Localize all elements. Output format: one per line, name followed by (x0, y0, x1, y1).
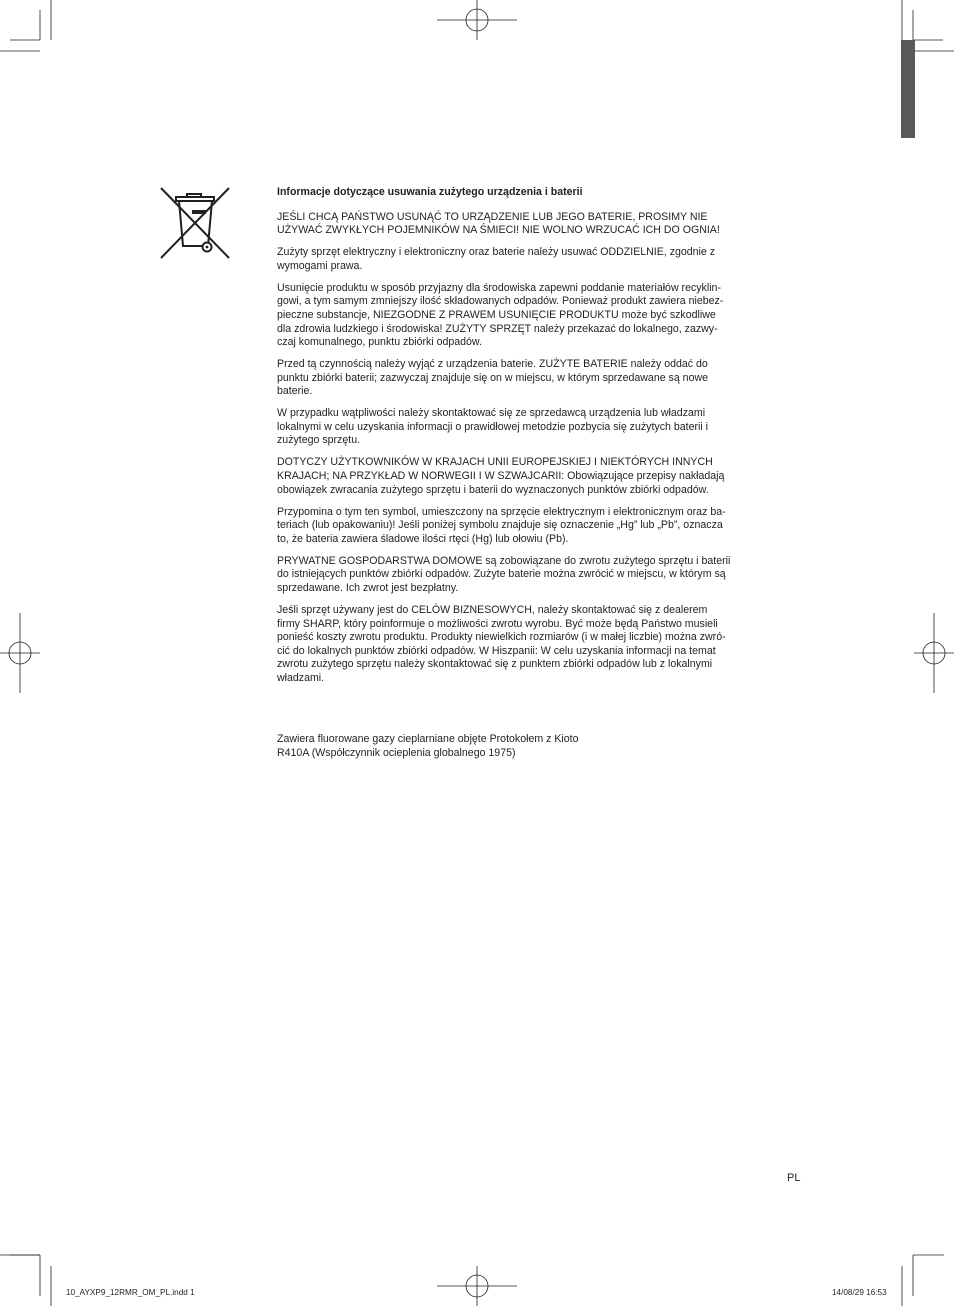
print-slug-datetime: 14/08/29 16:53 (832, 1288, 887, 1297)
disposal-paragraph: DOTYCZY UŻYTKOWNIKÓW W KRAJACH UNII EUROPEJSKIEJ I NIEKTÓRYCH INNYCH KRAJACH; NA PRZYKŁAD W NORWEGII I W SZWAJCARII: Obowiązujące przepisy nakładają obowiązek zwracania zużytego sprzętu i baterii do wyznaczonych punktów zbiórki odpadów. (277, 456, 725, 496)
print-slug-filename: 10_AYXP9_12RMR_OM_PL.indd 1 (66, 1288, 195, 1297)
disposal-paragraph: Przypomina o tym ten symbol, umieszczony na sprzęcie elektrycznym i elektronicznym oraz ba- teriach (lub opakowaniu)! Jeśli poniżej symbolu znajduje się oznaczenie „Hg” lub „Pb”, oznacza to, że bateria zawiera śladowe ilości rtęci (Hg) lub ołowiu (Pb). (277, 505, 726, 545)
gas-notice-refrigerant: R410A (Współczynnik ocieplenia globalnego 1975) (277, 747, 516, 759)
fluorinated-gas-notice (277, 732, 769, 760)
disposal-information (277, 186, 769, 694)
disposal-title: Informacje dotyczące usuwania zużytego urządzenia i baterii (277, 186, 583, 198)
disposal-paragraph: W przypadku wątpliwości należy skontaktować się ze sprzedawcą urządzenia lub władzami lokalnymi w celu uzyskania informacji o prawidłowej metodzie pozbycia się zużytych baterii i zużytego sprzętu. (277, 407, 708, 447)
crossed-out-wheelie-bin-icon (158, 186, 232, 260)
section-tab (901, 40, 915, 138)
disposal-paragraph: Usunięcie produktu w sposób przyjazny dla środowiska zapewni poddanie materiałów recyklin- gowi, a tym samym zmniejszy ilość składowanych odpadów. Ponieważ produkt zawiera niebez- pieczne substancje, NIEZGODNE Z PRAWEM USUNIĘCIE PRODUKTU może być szkodliwe dla zdrowia ludzkiego i środowiska! ZUŻYTY SPRZĘT należy przekazać do lokalnego, zazwy- czaj komunalnego, punktu zbiórki odpadów. (277, 281, 724, 349)
disposal-paragraph: Przed tą czynnością należy wyjąć z urządzenia baterie. ZUŻYTE BATERIE należy oddać do punktu zbiórki baterii; zazwyczaj znajduje się on w miejscu, w którym sprzedawane są nowe baterie. (277, 358, 709, 398)
disposal-paragraph: JEŚLI CHCĄ PAŃSTWO USUNĄĆ TO URZĄDZENIE LUB JEGO BATERIE, PROSIMY NIE UŻYWAĆ ZWYKŁYCH POJEMNIKÓW NA ŚMIECI! NIE WOLNO WRZUCAĆ ICH DO OGNIA! (277, 210, 720, 237)
language-code: PL (787, 1172, 801, 1184)
disposal-paragraph: Jeśli sprzęt używany jest do CELÓW BIZNESOWYCH, należy skontaktować się z dealerem firmy SHARP, który poinformuje o możliwości zwrotu wyrobu. Być może będą Państwo musieli ponieść koszty zwrotu produktu. Produkty niewielkich rozmiarów (i w małej liczbie) można zwró- cić do lokalnych punktów zbiórki odpadów. W Hiszpanii: W celu uzyskania informacji na temat zwrotu zużytego sprzętu należy skontaktować się z punktem zbiórki odpadów lub z lokalnymi władzami. (277, 603, 726, 684)
gas-notice-line: Zawiera fluorowane gazy cieplarniane objęte Protokołem z Kioto (277, 733, 579, 745)
disposal-paragraph: PRYWATNE GOSPODARSTWA DOMOWE są zobowiązane do zwrotu zużytego sprzętu i baterii do istniejących punktów zbiórki odpadów. Zużyte baterie można zwrócić w miejscu, w którym są sprzedawane. Ich zwrot jest bezpłatny. (277, 554, 731, 594)
disposal-paragraph: Zużyty sprzęt elektryczny i elektroniczny oraz baterie należy usuwać ODDZIELNIE, zgodnie z wymogami prawa. (277, 246, 716, 272)
